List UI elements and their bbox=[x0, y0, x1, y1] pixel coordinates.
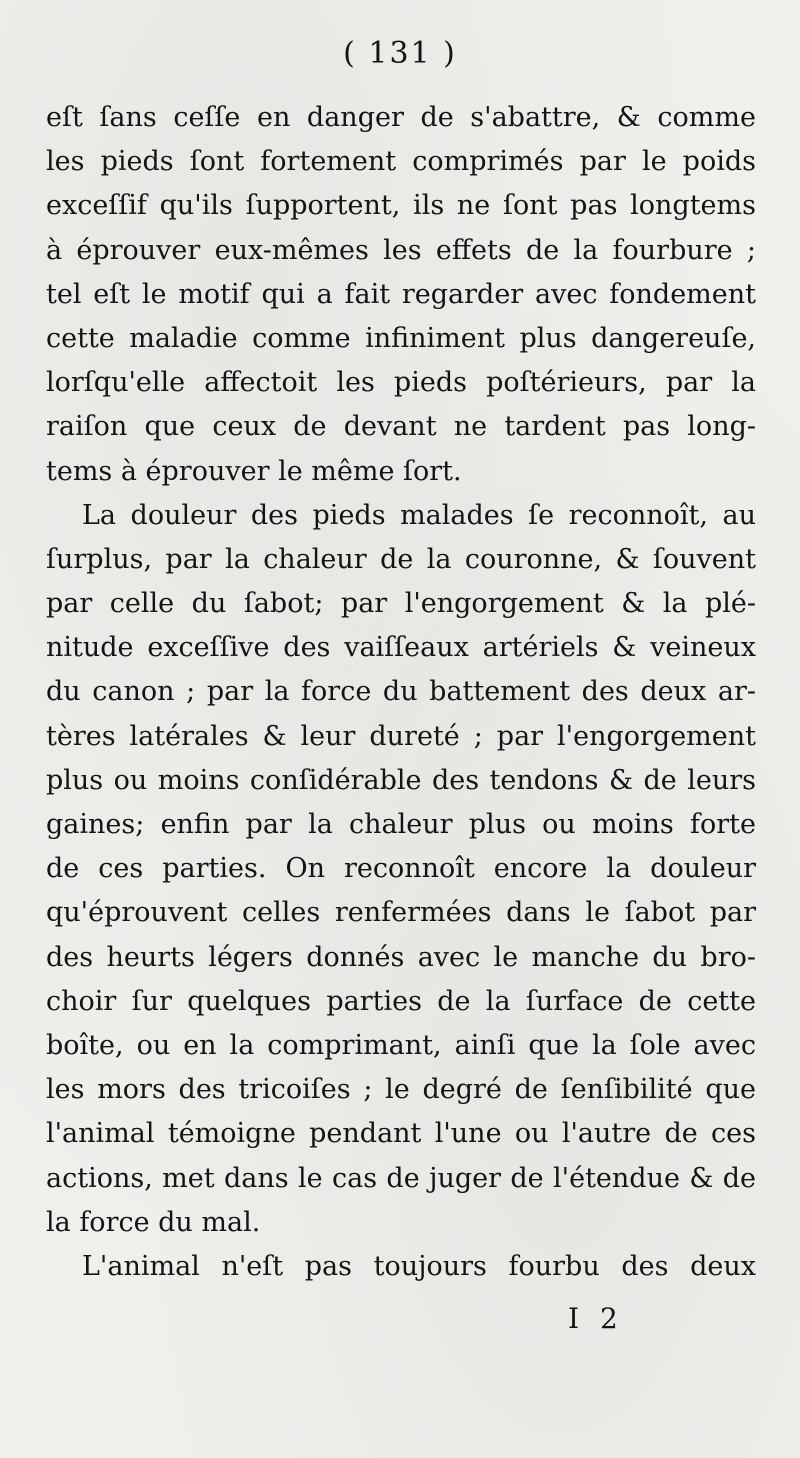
body-text bbox=[46, 96, 756, 1289]
signature-mark: I 2 bbox=[568, 1302, 624, 1335]
text-line: du canon ; par la force du battement des deux ar- bbox=[46, 676, 756, 708]
text-line: L'animal n'eſt pas toujours fourbu des deux bbox=[82, 1250, 756, 1282]
text-line: La douleur des pieds malades ſe reconnoît, au bbox=[82, 499, 756, 531]
text-line: raiſon que ceux de devant ne tardent pas long- bbox=[46, 411, 756, 443]
text-line: des heurts légers donnés avec le manche du bro- bbox=[46, 941, 756, 973]
text-line: cette maladie comme infiniment plus dangereuſe, bbox=[46, 322, 756, 354]
paragraph-3 bbox=[46, 1245, 756, 1289]
text-line: eſt ſans ceſſe en danger de s'abattre, & comme bbox=[46, 102, 756, 133]
text-line: choir ſur quelques parties de la ſurface de cette bbox=[46, 985, 756, 1017]
text-line: tems à éprouver le même ſort. bbox=[46, 455, 462, 487]
text-line: qu'éprouvent celles renfermées dans le ſabot par bbox=[46, 897, 756, 929]
text-line: l'animal témoigne pendant l'une ou l'autre de ces bbox=[46, 1118, 756, 1150]
text-line: nitude exceſſive des vaiſſeaux artériels & veineux bbox=[46, 632, 756, 664]
text-line: lorſqu'elle affectoit les pieds poſtérieurs, par la bbox=[46, 367, 756, 399]
text-line: les mors des tricoiſes ; le degré de ſenſibilité que bbox=[46, 1074, 756, 1106]
text-line: gaines; enfin par la chaleur plus ou moins forte bbox=[46, 809, 756, 840]
text-line: par celle du ſabot; par l'engorgement & la plé- bbox=[46, 588, 756, 620]
text-line: de ces parties. On reconnoît encore la douleur bbox=[46, 853, 756, 885]
text-line: exceſſif qu'ils ſupportent, ils ne ſont pas longtems bbox=[46, 190, 756, 222]
text-line: plus ou moins conſidérable des tendons & de leurs bbox=[46, 764, 756, 796]
text-line: tel eſt le motif qui a fait regarder avec fondement bbox=[46, 278, 756, 310]
paragraph-1 bbox=[46, 96, 756, 494]
text-line: les pieds ſont fortement comprimés par le poids bbox=[46, 146, 756, 178]
text-line: actions, met dans le cas de juger de l'étendue & de bbox=[46, 1162, 756, 1194]
page-number: ( 131 ) bbox=[343, 36, 457, 71]
text-line: ſurplus, par la chaleur de la couronne, & ſouvent bbox=[46, 543, 756, 575]
text-line: tères latérales & leur dureté ; par l'engorgement bbox=[46, 720, 756, 752]
paragraph-2 bbox=[46, 494, 756, 1245]
text-line: boîte, ou en la comprimant, ainſi que la ſole avec bbox=[46, 1029, 756, 1061]
text-line: à éprouver eux-mêmes les effets de la fourbure ; bbox=[46, 234, 756, 266]
text-line: la force du mal. bbox=[46, 1206, 261, 1238]
